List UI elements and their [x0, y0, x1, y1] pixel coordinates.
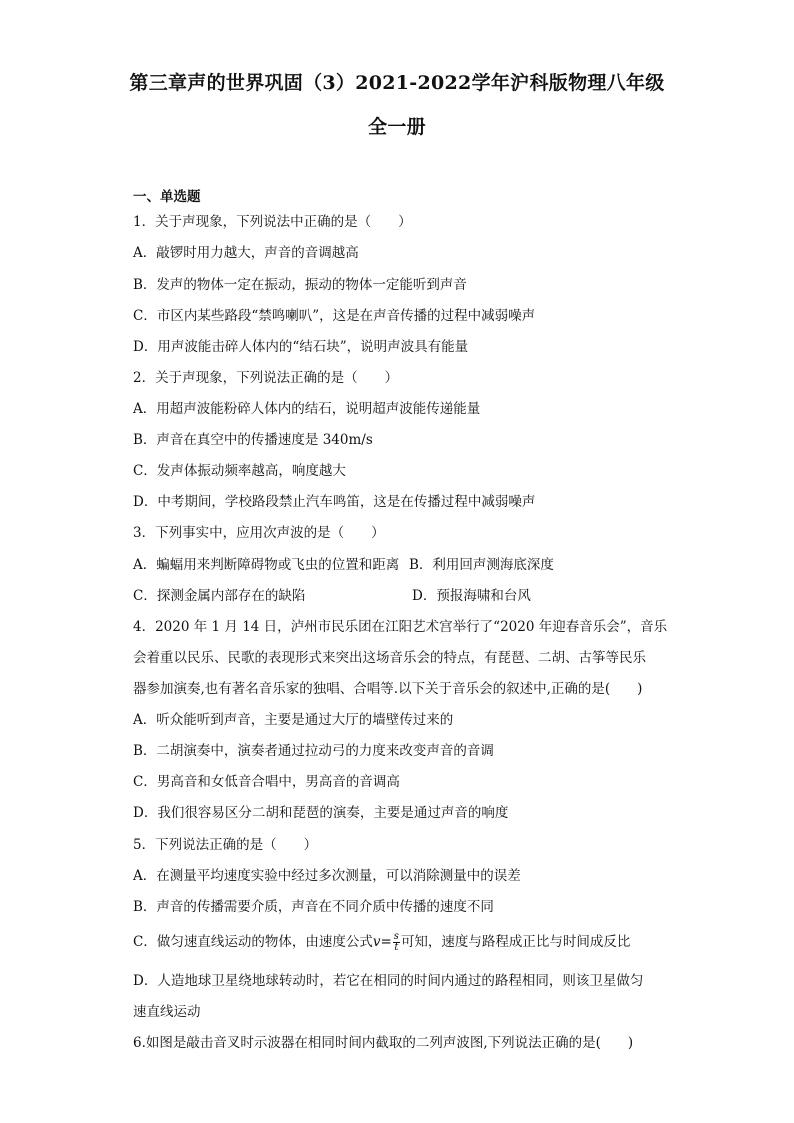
- question-5-option-c: [133, 932, 630, 953]
- question-3-option-a: A．蝙蝠用来判断障碍物或飞虫的位置和距离: [133, 557, 400, 573]
- question-3-option-c: C．探测金属内部存在的缺陷: [133, 588, 306, 604]
- document-title-line-1: 第三章声的世界巩固（3）2021-2022学年沪科版物理八年级: [129, 72, 665, 94]
- question-1-option-c: C．市区内某些路段“禁鸣喇叭”，这是在声音传播的过程中减弱噪声: [133, 308, 536, 324]
- question-2-option-b: B．声音在真空中的传播速度是 340m/s: [133, 432, 373, 448]
- question-2-stem: 2．关于声现象，下列说法正确的是（ ）: [133, 370, 399, 386]
- question-5-option-d-line-1: D．人造地球卫星绕地球转动时，若它在相同的时间内通过的路程相同，则该卫星做匀: [133, 973, 644, 989]
- question-6-stem: 6.如图是敲击音叉时示波器在相同时间内截取的二列声波图,下列说法正确的是( ): [133, 1035, 634, 1051]
- question-1-stem: 1．关于声现象，下列说法中正确的是（ ）: [133, 214, 412, 230]
- question-5-option-a: A．在测量平均速度实验中经过多次测量，可以消除测量中的误差: [133, 868, 521, 884]
- question-4-option-c: C．男高音和女低音合唱中，男高音的音调高: [133, 774, 400, 790]
- question-5-option-d-line-2: 速直线运动: [133, 1004, 201, 1020]
- question-3-option-d: D．预报海啸和台风: [412, 588, 531, 604]
- question-1-option-a: A．敲锣时用力越大，声音的音调越高: [133, 245, 359, 261]
- question-1-option-d: D．用声波能击碎人体内的“结石块”，说明声波具有能量: [133, 339, 469, 355]
- speed-fraction: [393, 932, 400, 953]
- question-4-option-a: A．听众能听到声音，主要是通过大厅的墙壁传过来的: [133, 712, 454, 728]
- question-2-option-a: A．用超声波能粉碎人体内的结石，说明超声波能传递能量: [133, 401, 481, 417]
- question-5-stem: 5．下列说法正确的是（ ）: [133, 837, 318, 853]
- question-2-option-c: C．发声体振动频率越高，响度越大: [133, 463, 346, 479]
- question-5-option-b: B．声音的传播需要介质，声音在不同介质中传播的速度不同: [133, 899, 494, 915]
- section-heading: 一、单选题: [133, 189, 201, 205]
- question-4-stem-line-2: 会着重以民乐、民歌的表现形式来突出这场音乐会的特点，有琵琶、二胡、古筝等民乐: [133, 650, 646, 666]
- question-4-stem-line-1: 4．2020 年 1 月 14 日，泸州市民乐团在江阳艺术宫举行了“2020 年迎春音乐会”，音乐: [133, 619, 668, 635]
- question-4-stem-line-3: 器参加演奏,也有著名音乐家的独唱、合唱等.以下关于音乐会的叙述中,正确的是( ): [133, 681, 643, 697]
- option-c-text-after: 可知，速度与路程成正比与时间成反比: [400, 934, 631, 950]
- question-4-option-d: D．我们很容易区分二胡和琵琶的演奏，主要是通过声音的响度: [133, 805, 509, 821]
- option-c-text-before: C．做匀速直线运动的物体，由速度公式: [133, 934, 373, 950]
- question-3-option-b: B．利用回声测海底深度: [409, 557, 554, 573]
- velocity-symbol: v: [372, 934, 381, 950]
- question-2-option-d: D．中考期间，学校路段禁止汽车鸣笛，这是在传播过程中减弱噪声: [133, 494, 536, 510]
- equals-sign: =: [380, 934, 392, 950]
- question-3-stem: 3．下列事实中，应用次声波的是（ ）: [133, 525, 385, 541]
- fraction-denominator: t: [394, 942, 399, 953]
- question-4-option-b: B．二胡演奏中，演奏者通过拉动弓的力度来改变声音的音调: [133, 743, 494, 759]
- fraction-numerator: s: [393, 931, 399, 942]
- question-1-option-b: B．发声的物体一定在振动，振动的物体一定能听到声音: [133, 277, 467, 293]
- document-title-line-2: 全一册: [368, 116, 426, 138]
